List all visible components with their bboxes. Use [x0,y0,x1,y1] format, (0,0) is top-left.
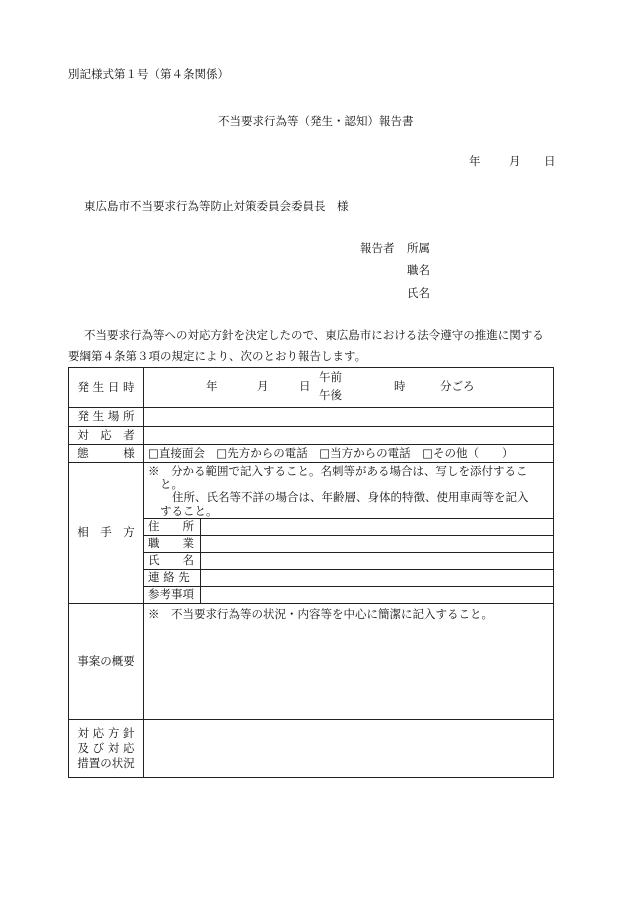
occurrence-am: 午前 [319,370,342,384]
reporter-position-label: 職名 [407,263,430,277]
party-occupation-label: 職 業 [144,535,201,552]
mode-label: 態 様 [69,445,144,463]
page-title: 不当要求行為等（発生・認知）報告書 [218,114,414,128]
report-table [68,367,554,778]
place-row [69,408,554,427]
place-field[interactable] [144,408,554,427]
summary-row [69,603,554,719]
summary-label: 事案の概要 [69,603,144,719]
occurrence-row [69,368,554,408]
party-occupation-field[interactable] [201,535,554,552]
occurrence-label: 発 生 日 時 [69,368,144,408]
place-label: 発 生 場 所 [69,408,144,427]
response-label-line-1: 対 応 方 針 [77,725,135,740]
party-label: 相 手 方 [69,463,144,604]
occurrence-field[interactable] [144,368,554,408]
party-note-line-2b: すること。 [160,503,218,518]
party-note-row [69,463,554,519]
party-contact-field[interactable] [201,569,554,586]
response-row [69,719,554,777]
occurrence-month: 月 [257,379,269,393]
occurrence-day: 日 [299,379,311,393]
response-label [69,719,144,777]
mode-options[interactable]: □直接面会 □先方からの電話 □当方からの電話 □その他（ ） [144,445,554,463]
mode-row [69,445,554,463]
occurrence-pm: 午後 [319,388,342,402]
addressee: 東広島市不当要求行為等防止対策委員会委員長 様 [84,199,349,213]
date-day-label: 日 [544,154,556,168]
party-address-label: 住 所 [144,518,201,535]
response-label-line-2: 及 び 対 応 [77,740,135,755]
occurrence-year: 年 [206,379,218,393]
party-address-field[interactable] [201,518,554,535]
party-reference-field[interactable] [201,586,554,603]
response-label-line-3: 措置の状況 [77,755,135,770]
reporter-name-label: 氏名 [407,286,430,300]
party-name-label: 氏 名 [144,552,201,569]
summary-field[interactable] [144,603,554,719]
party-note-line-1: ※ 分かる範囲で記入すること。名刺等がある場合は、写しを添付するこ [148,464,528,478]
party-contact-label: 連 絡 先 [144,569,201,586]
handler-field[interactable] [144,427,554,445]
handler-row [69,427,554,445]
intro-line-2: 要綱第４条第３項の規定により、次のとおり報告します。 [68,349,367,363]
handler-label: 対 応 者 [69,427,144,445]
date-year-label: 年 [469,154,481,168]
party-note-line-1b: と。 [160,477,183,492]
party-reference-label: 参考事項 [144,586,201,603]
reporter-affiliation-label: 所属 [407,241,430,255]
summary-note: ※ 不当要求行為等の状況・内容等を中心に簡潔に記入すること。 [148,606,493,621]
party-note-line-2: 住所、氏名等不詳の場合は、年齢層、身体的特徴、使用車両等を記入 [172,490,529,505]
intro-line-1: 不当要求行為等への対応方針を決定したので、東広島市における法令遵守の推進に関する [84,328,544,342]
reporter-label: 報告者 [360,241,395,255]
occurrence-hour: 時 [394,379,406,393]
date-month-label: 月 [509,154,521,168]
occurrence-approx: 分ごろ [440,379,475,393]
party-name-field[interactable] [201,552,554,569]
response-field[interactable] [144,719,554,777]
party-note [144,463,554,519]
form-reference: 別記様式第１号（第４条関係） [68,67,229,81]
